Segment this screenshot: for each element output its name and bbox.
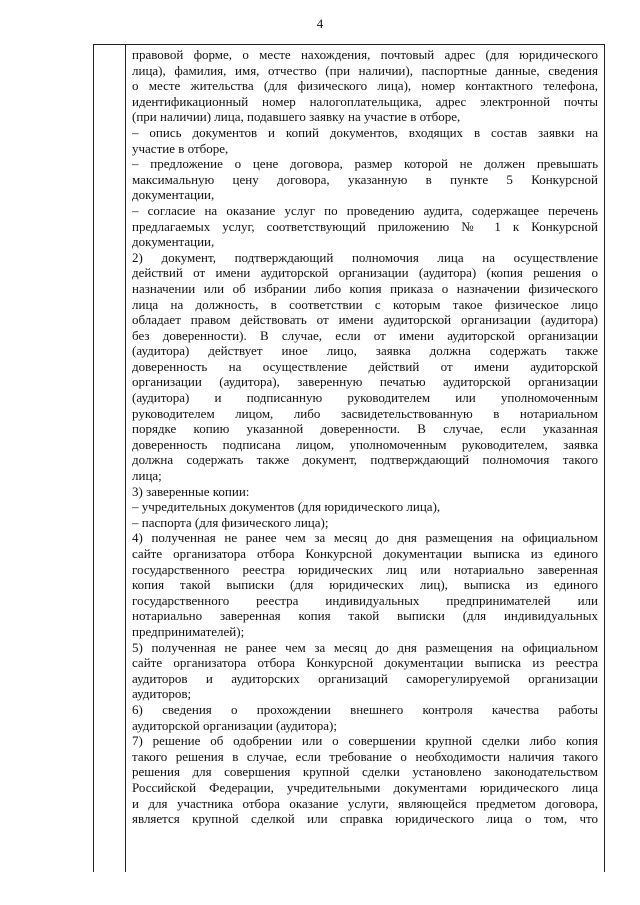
body-text-line: должна содержать также документ, подтверждающий полномочия такого	[132, 452, 598, 468]
body-text-line: предпринимателей);	[132, 623, 245, 639]
body-text-line: идентификационный номер налогоплательщика, адрес электронной почты	[132, 93, 598, 109]
body-text-line: государственного реестра индивидуальных предпринимателей или	[132, 592, 598, 608]
body-text-line: максимальную цену договора, указанную в пункте 5 Конкурсной	[132, 171, 598, 187]
body-text-line: 3) заверенные копии:	[132, 483, 250, 499]
body-text-line: (аудитора) действует иное лицо, заявка должна содержать также	[132, 343, 598, 359]
body-text-line: 5) полученная не ранее чем за месяц до дня размещения на официальном	[132, 639, 598, 655]
body-text-line: без доверенности). В случае, если от имени аудиторской организации	[132, 327, 598, 343]
item-number-column	[94, 45, 126, 872]
body-text-line: аудиторов и аудиторских организаций саморегулируемой организации	[132, 670, 598, 686]
body-text-line: действий от имени аудиторской организации (аудитора) (копия решения о	[132, 265, 598, 281]
body-text-line: сайте организатора отбора Конкурсной документации выписка из единого	[132, 546, 598, 561]
page-number: 4	[316, 16, 324, 31]
body-text-line: нотариально заверенная копия такой выписки (для индивидуальных	[132, 608, 598, 624]
body-text-line: – учредительных документов (для юридического лица),	[132, 499, 441, 515]
body-text-line: назначении или об избрании либо копия приказа о назначении физического	[132, 280, 598, 296]
body-text-line: доверенность подписана лицом, уполномоченным руководителем, заявка	[132, 436, 598, 452]
body-text-line: аудиторов;	[132, 686, 192, 702]
body-text-line: обладает правом действовать от имени аудиторской организации (аудитора)	[132, 312, 598, 328]
body-text-line: документации,	[132, 187, 215, 203]
body-text-line: руководителем лицом, либо засвидетельствованную в нотариальном	[132, 405, 598, 421]
body-text-line: документации,	[132, 234, 215, 250]
body-text-line: – паспорта (для физического лица);	[132, 514, 329, 530]
body-text-line: лица), фамилия, имя, отчество (при наличии), паспортные данные, сведения	[132, 62, 598, 78]
body-text-line: 6) сведения о прохождении внешнего контроля качества работы	[132, 701, 598, 717]
body-text-line: 7) решение об одобрении или о совершении крупной сделки либо копия	[132, 733, 598, 749]
body-text-line: – опись документов и копий документов, входящих в состав заявки на	[132, 124, 598, 140]
body-text-line: порядке копию указанной доверенности. В случае, если указанная	[132, 421, 598, 437]
body-text-line: участие в отборе,	[132, 140, 229, 156]
body-text-line: (при наличии) лица, подавшего заявку на участие в отборе,	[132, 109, 461, 125]
body-text-line: доверенность на осуществление действий от имени аудиторской	[132, 358, 598, 374]
body-text-line: организации (аудитора), заверенную печатью аудиторской организации	[132, 374, 598, 390]
body-text-line: 2) документ, подтверждающий полномочия лица на осуществление	[132, 249, 598, 265]
body-text-line: и для участника отбора оказание услуги, являющейся предметом договора,	[132, 795, 598, 811]
body-text-line: решения для совершения крупной сделки установлено законодательством	[132, 764, 598, 780]
body-text-line: о месте жительства (для физического лица), номер контактного телефона,	[132, 78, 598, 94]
body-text-line: лица на должность, в соответствии с которым такое физическое лицо	[132, 296, 598, 312]
body-text-line: копия такой выписки (для юридических лиц), выписка из единого	[132, 577, 598, 593]
body-text-line: (аудитора) и подписанную руководителем или уполномоченным	[132, 390, 598, 406]
body-text-line: правовой форме, о месте нахождения, почтовый адрес (для юридического	[132, 47, 598, 62]
body-text-line: такого решения в случае, если требование о необходимости наличия такого	[132, 748, 598, 764]
body-text-line: сайте организатора отбора Конкурсной документации выписка из реестра	[132, 655, 598, 671]
body-text-line: – предложение о цене договора, размер которой не должен превышать	[132, 156, 598, 172]
body-text-line: предлагаемых услуг, соответствующий приложению № 1 к Конкурсной	[132, 218, 598, 234]
body-text-line: – согласие на оказание услуг по проведению аудита, содержащее перечень	[132, 202, 598, 218]
body-text-line: 4) полученная не ранее чем за месяц до дня размещения на официальном	[132, 530, 598, 546]
body-text-line: государственного реестра юридических лиц или нотариально заверенная	[132, 561, 598, 577]
body-text-line: является крупной сделкой или справка юридического лица о том, что	[132, 811, 598, 827]
text-cell	[132, 47, 598, 827]
body-text-line: Российской Федерации, учредительными документами юридического лица	[132, 779, 598, 795]
body-text-line: аудиторской организации (аудитора);	[132, 717, 337, 733]
document-table	[93, 44, 605, 872]
body-text-line: лица;	[132, 468, 162, 484]
